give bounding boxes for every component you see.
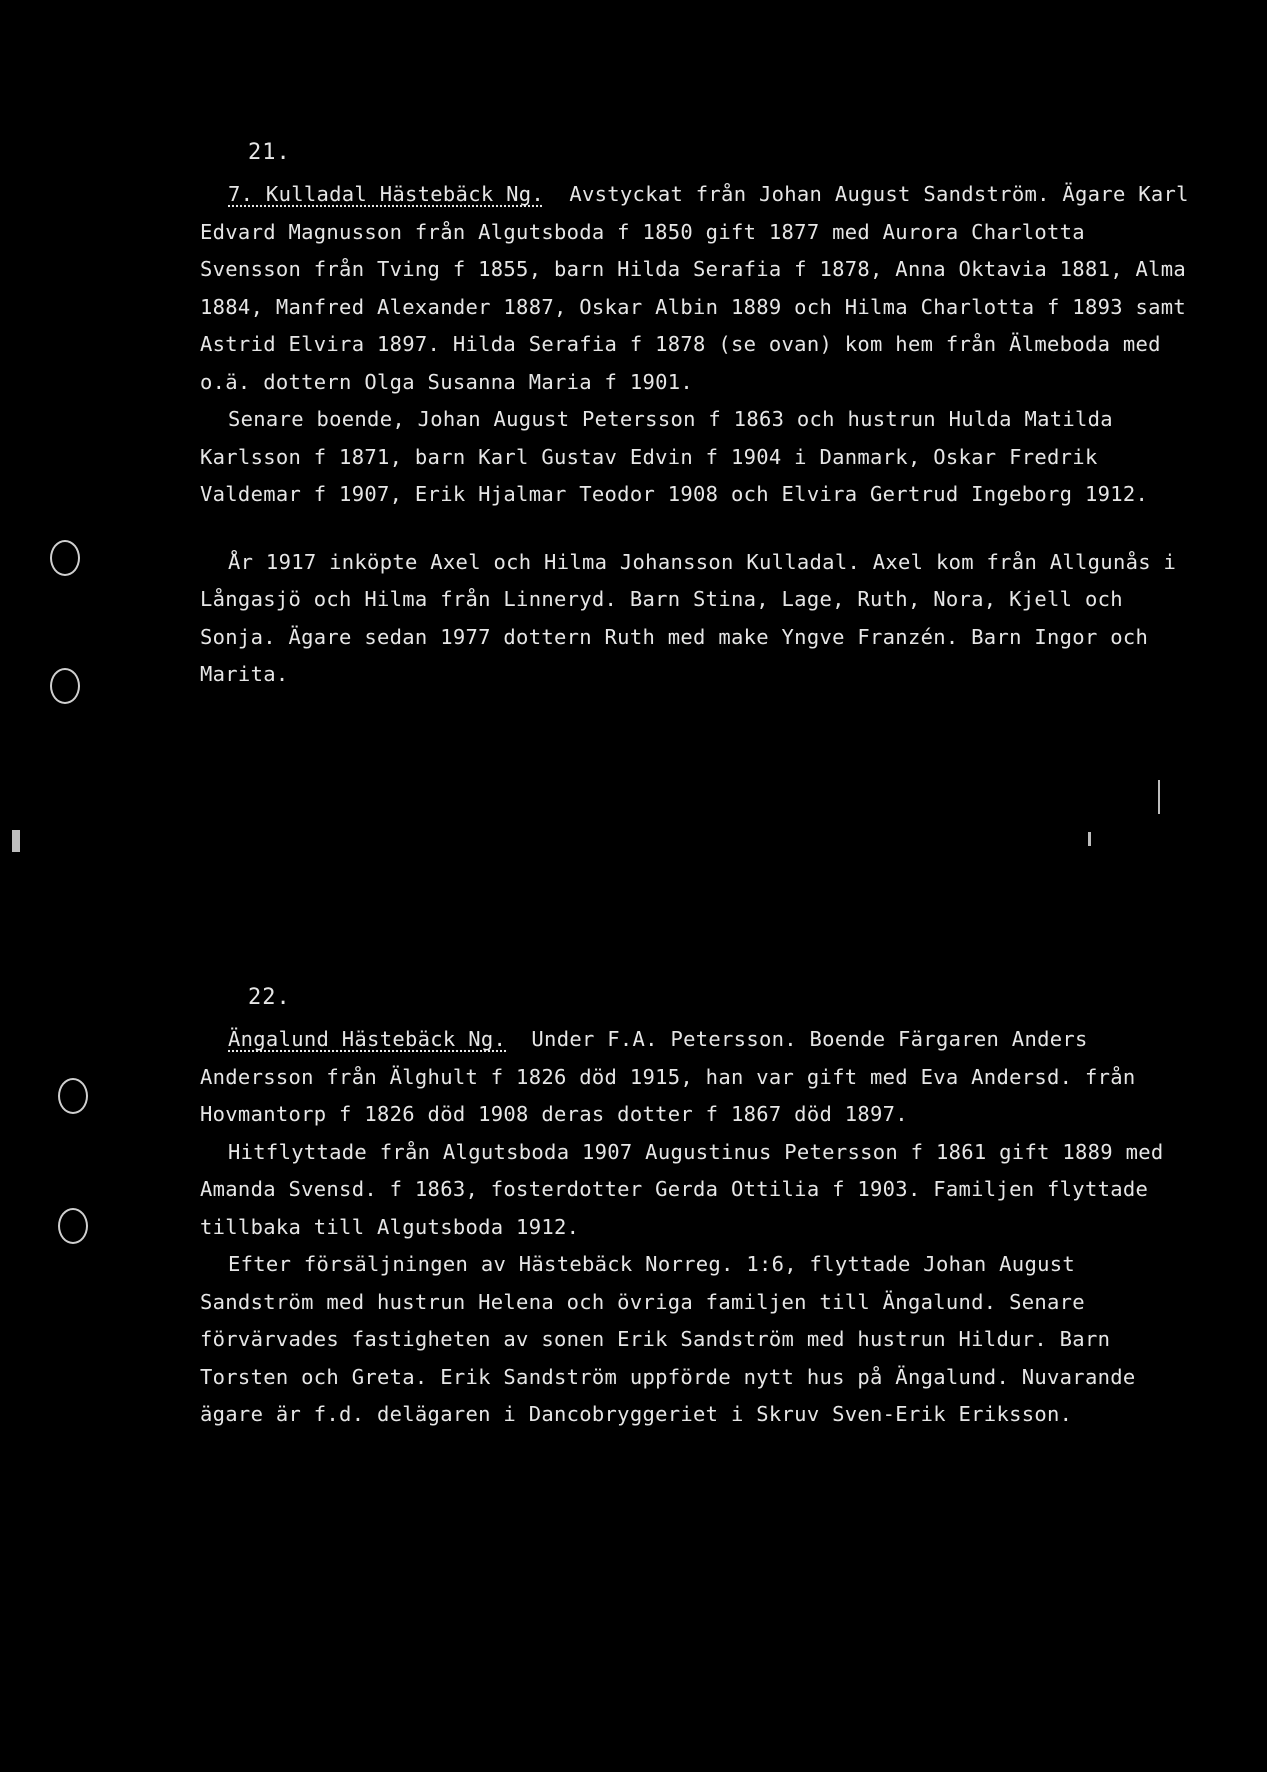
paragraph-text: Avstyckat från Johan August Sandström. Ägare Karl Edvard Magnusson från Algutsboda f 1850 gift 1877 med Aurora Charlotta Svensson från Tving f 1855, barn Hilda Serafia f 1878, Anna Oktavia 1881, Alma 1884, Manfred Alexander 1887, Oskar Albin 1889 och Hilma Charlotta f 1893 samt Astrid Elvira 1897. Hilda Serafia f 1878 (se ovan) kom hem från Älmeboda med o.ä. dottern Olga Susanna Maria f 1901.: [200, 182, 1202, 394]
paragraph: [200, 1021, 1190, 1134]
scan-speck: [1088, 832, 1091, 846]
section-21: [200, 140, 1202, 694]
section-heading: 7. Kulladal Hästebäck Ng.: [228, 182, 545, 206]
punch-hole: [50, 668, 80, 704]
section-heading: Ängalund Hästebäck Ng.: [228, 1027, 507, 1051]
paragraph: År 1917 inköpte Axel och Hilma Johansson Kulladal. Axel kom från Allgunås i Långasjö och Hilma från Linneryd. Barn Stina, Lage, Ruth, Nora, Kjell och Sonja. Ägare sedan 1977 dottern Ruth med make Yngve Franzén. Barn Ingor och Marita.: [200, 549, 1189, 686]
scan-speck: [1158, 780, 1160, 814]
paragraph: Hitflyttade från Algutsboda 1907 Augustinus Petersson f 1861 gift 1889 med Amanda Svensd. f 1863, fosterdotter Gerda Ottilia f 1903. Familjen flyttade tillbaka till Algutsboda 1912.: [200, 1139, 1177, 1239]
punch-hole: [58, 1208, 88, 1244]
spacer: [200, 514, 1190, 544]
section-22: [200, 985, 1190, 1434]
section-number: 22.: [248, 985, 291, 1010]
punch-hole: [50, 540, 80, 576]
section-number: 21.: [248, 140, 291, 165]
paragraph: Efter försäljningen av Hästebäck Norreg. 1:6, flyttade Johan August Sandström med hustrun Helena och övriga familjen till Ängalund. Senare förvärvades fastigheten av sonen Erik Sandström med hustrun Hildur. Barn Torsten och Greta. Erik Sandström uppförde nytt hus på Ängalund. Nuvarande ägare är f.d. delägaren i Dancobryggeriet i Skruv Sven-Erik Eriksson.: [200, 1252, 1149, 1426]
scan-speck: [12, 830, 20, 852]
paragraph-text: Under F.A. Petersson. Boende Färgaren Anders Andersson från Älghult f 1826 död 1915, han var gift med Eva Andersd. från Hovmantorp f 1826 död 1908 deras dotter f 1867 död 1897.: [200, 1027, 1149, 1126]
punch-hole: [58, 1078, 88, 1114]
paragraph: [200, 176, 1202, 401]
paragraph: Senare boende, Johan August Petersson f 1863 och hustrun Hulda Matilda Karlsson f 1871, barn Karl Gustav Edvin f 1904 i Danmark, Oskar Fredrik Valdemar f 1907, Erik Hjalmar Teodor 1908 och Elvira Gertrud Ingeborg 1912.: [200, 407, 1149, 506]
